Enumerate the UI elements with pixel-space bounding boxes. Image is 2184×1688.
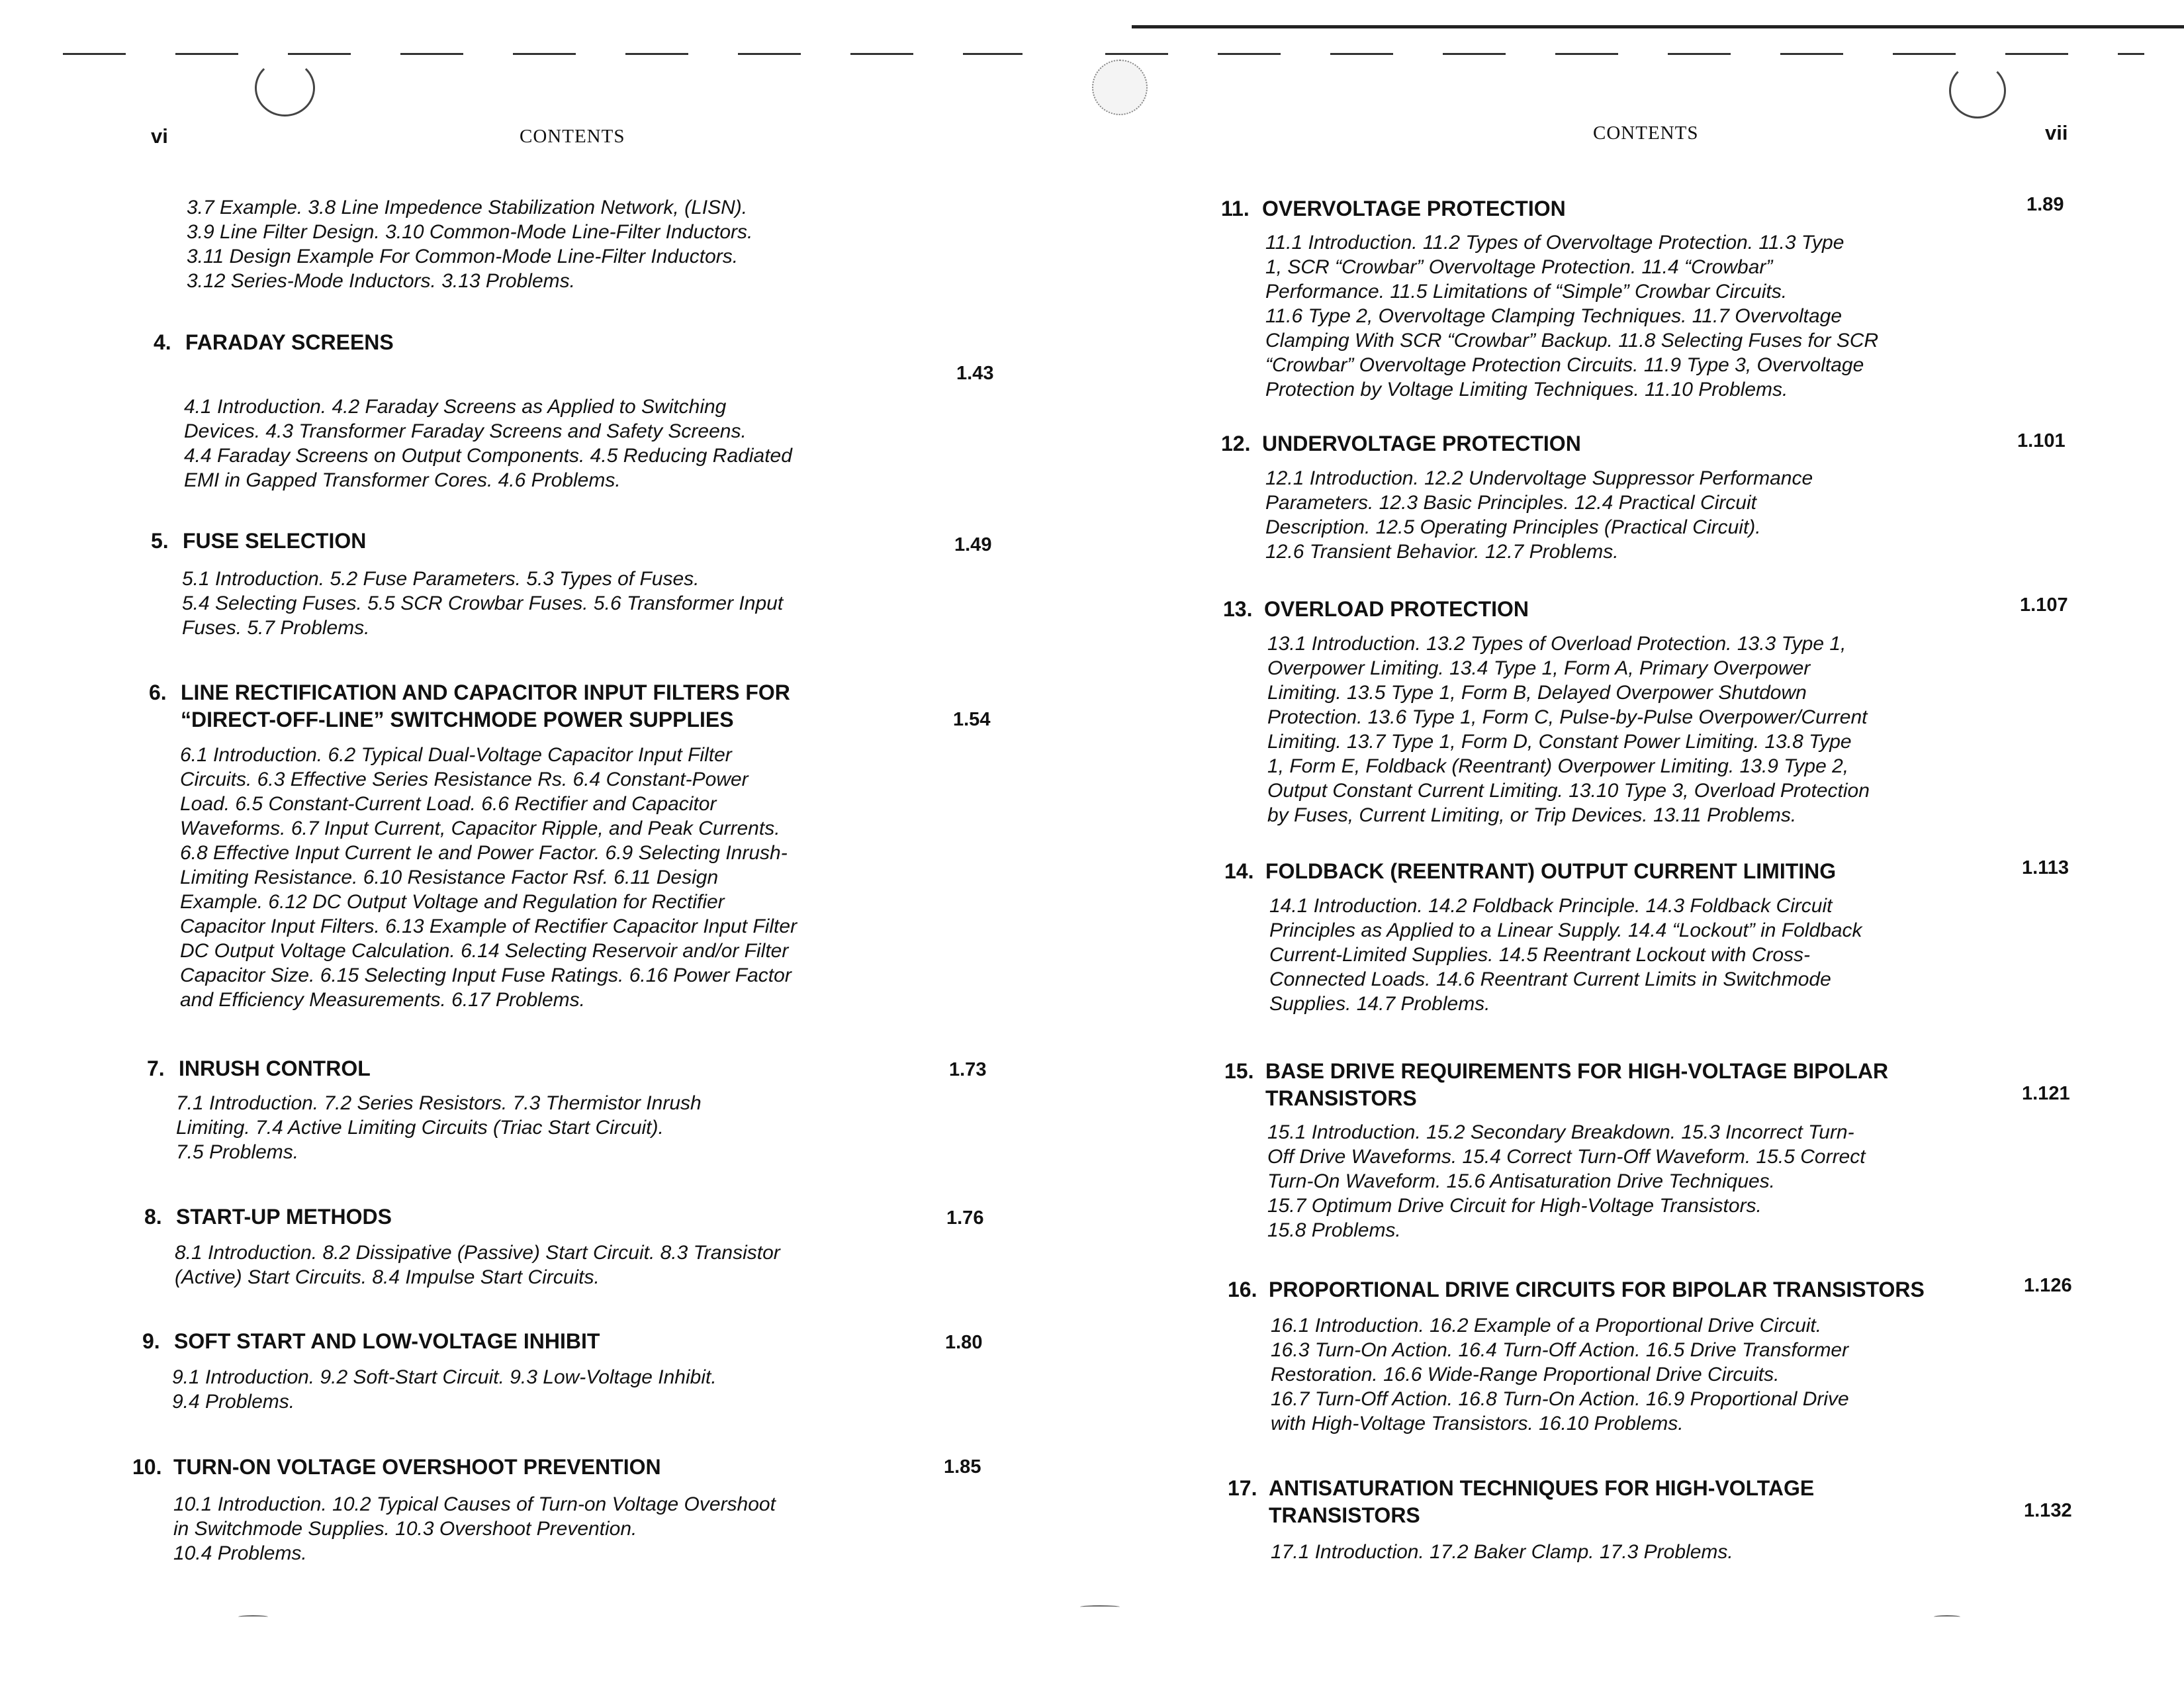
chapter-title: FUSE SELECTION bbox=[183, 529, 367, 553]
chapter-page: 1.80 bbox=[945, 1332, 983, 1353]
scan-smudge bbox=[1080, 1605, 1120, 1609]
chapter-title: START-UP METHODS bbox=[176, 1205, 392, 1229]
chapter-title: OVERLOAD PROTECTION bbox=[1264, 597, 1529, 621]
continuation-text: 3.7 Example. 3.8 Line Impedence Stabilization Network, (LISN). 3.9 Line Filter Design. 3.10 Common-Mode Line-Filter Inductors. 3.11 Design Example For Common-Mode Line-Filter Inductors. 3.12 Series-Mode Inductors. 3.13 Problems. bbox=[187, 197, 753, 292]
binder-hole-mark bbox=[1949, 63, 2006, 118]
chapter-description: 10.1 Introduction. 10.2 Typical Causes of Turn-on Voltage Overshoot in Switchmode Supplies. 10.3 Overshoot Prevention. 10.4 Problems. bbox=[173, 1493, 776, 1564]
chapter-number: 14. bbox=[1224, 859, 1254, 883]
chapter-number: 16. bbox=[1228, 1278, 1257, 1301]
chapter-title: OVERVOLTAGE PROTECTION bbox=[1262, 197, 1566, 220]
chapter-title: LINE RECTIFICATION AND CAPACITOR INPUT FILTERS FOR “DIRECT-OFF-LINE” SWITCHMODE POWER SUPPLIES bbox=[181, 680, 790, 731]
chapter-number: 6. bbox=[149, 680, 167, 704]
chapter-description: 17.1 Introduction. 17.2 Baker Clamp. 17.3 Problems. bbox=[1271, 1541, 1733, 1563]
chapter-title: PROPORTIONAL DRIVE CIRCUITS FOR BIPOLAR TRANSISTORS bbox=[1269, 1278, 1925, 1301]
chapter-title: FOLDBACK (REENTRANT) OUTPUT CURRENT LIMITING bbox=[1265, 859, 1837, 883]
chapter-title: INRUSH CONTROL bbox=[179, 1056, 371, 1080]
chapter-page: 1.132 bbox=[2024, 1500, 2072, 1521]
scan-smudge bbox=[1934, 1615, 1960, 1618]
chapter-title: UNDERVOLTAGE PROTECTION bbox=[1262, 432, 1581, 455]
right-page bbox=[1092, 0, 2184, 1688]
chapter-description: 6.1 Introduction. 6.2 Typical Dual-Voltage Capacitor Input Filter Circuits. 6.3 Effective Series Resistance Rs. 6.4 Constant-Power Load. 6.5 Constant-Current Load. 6.6 Rectifier and Capacitor Waveforms. 6.7 Input Current, Capacitor Ripple, and Peak Currents. 6.8 Effective Input Current Ie and Power Factor. 6.9 Selecting Inrush- Limiting Resistance. 6.10 Resistance Factor Rsf. 6.11 Design Example. 6.12 DC Output Voltage and Regulation for Rectifier Capacitor Input Filters. 6.13 Example of Rectifier Capacitor Input Filter DC Output Voltage Calculation. 6.14 Selecting Reservoir and/or Filter Capacitor Size. 6.15 Selecting Input Fuse Ratings. 6.16 Power Factor and Efficiency Measurements. 6.17 Problems. bbox=[180, 744, 797, 1011]
top-dashed-rule bbox=[63, 53, 1023, 55]
chapter-title: BASE DRIVE REQUIREMENTS FOR HIGH-VOLTAGE BIPOLAR TRANSISTORS bbox=[1265, 1059, 1889, 1110]
chapter-number: 10. bbox=[132, 1455, 162, 1479]
page-number: vi bbox=[151, 124, 168, 148]
chapter-description: 12.1 Introduction. 12.2 Undervoltage Suppressor Performance Parameters. 12.3 Basic Principles. 12.4 Practical Circuit Description. 12.5 Operating Principles (Practical Circuit). 12.6 Transient Behavior. 12.7 Problems. bbox=[1265, 467, 1813, 563]
chapter-page: 1.107 bbox=[2020, 594, 2068, 616]
chapter-page: 1.73 bbox=[949, 1059, 987, 1080]
chapter-page: 1.85 bbox=[944, 1456, 981, 1477]
chapter-title: FARADAY SCREENS bbox=[185, 330, 394, 354]
chapter-description: 13.1 Introduction. 13.2 Types of Overload Protection. 13.3 Type 1, Overpower Limiting. 13.4 Type 1, Form A, Primary Overpower Limiting. 13.5 Type 1, Form B, Delayed Overpower Shutdown Protection. 13.6 Type 1, Form C, Pulse-by-Pulse Overpower/Current Limiting. 13.7 Type 1, Form D, Constant Power Limiting. 13.8 Type 1, Form E, Foldback (Reentrant) Overpower Limiting. 13.9 Type 2, Output Constant Current Limiting. 13.10 Type 3, Overload Protection by Fuses, Current Limiting, or Trip Devices. 13.11 Problems. bbox=[1267, 633, 1870, 826]
chapter-description: 15.1 Introduction. 15.2 Secondary Breakdown. 15.3 Incorrect Turn- Off Drive Waveforms. 15.4 Correct Turn-Off Waveform. 15.5 Correct Turn-On Waveform. 15.6 Antisaturation Drive Techniques. 15.7 Optimum Drive Circuit for High-Voltage Transistors. 15.8 Problems. bbox=[1267, 1121, 1866, 1241]
chapter-number: 8. bbox=[144, 1205, 162, 1229]
scan-smudge bbox=[238, 1615, 268, 1618]
chapter-page: 1.113 bbox=[2022, 857, 2069, 878]
chapter-number: 17. bbox=[1228, 1476, 1257, 1500]
chapter-page: 1.43 bbox=[956, 363, 994, 384]
chapter-number: 15. bbox=[1224, 1059, 1254, 1083]
running-head: CONTENTS bbox=[520, 126, 625, 147]
chapter-page: 1.49 bbox=[954, 534, 992, 555]
chapter-description: 4.1 Introduction. 4.2 Faraday Screens as Applied to Switching Devices. 4.3 Transformer Faraday Screens and Safety Screens. 4.4 Faraday Screens on Output Components. 4.5 Reducing Radiated EMI in Gapped Transformer Cores. 4.6 Problems. bbox=[184, 396, 792, 491]
chapter-page: 1.101 bbox=[2017, 430, 2066, 451]
chapter-description: 7.1 Introduction. 7.2 Series Resistors. 7.3 Thermistor Inrush Limiting. 7.4 Active Limiting Circuits (Triac Start Circuit). 7.5 Problems. bbox=[176, 1092, 702, 1163]
chapter-page: 1.54 bbox=[953, 709, 991, 730]
chapter-number: 4. bbox=[154, 330, 171, 354]
chapter-number: 9. bbox=[142, 1329, 160, 1353]
chapter-title: ANTISATURATION TECHNIQUES FOR HIGH-VOLTAGE TRANSISTORS bbox=[1269, 1476, 1815, 1527]
running-head: CONTENTS bbox=[1593, 122, 1699, 144]
chapter-number: 5. bbox=[151, 529, 169, 553]
chapter-page: 1.89 bbox=[2026, 194, 2064, 215]
top-dashed-rule bbox=[1105, 53, 2144, 55]
chapter-number: 13. bbox=[1223, 597, 1253, 621]
chapter-number: 7. bbox=[147, 1056, 165, 1080]
chapter-page: 1.121 bbox=[2022, 1083, 2070, 1104]
binder-hole-mark bbox=[255, 60, 315, 117]
chapter-description: 11.1 Introduction. 11.2 Types of Overvoltage Protection. 11.3 Type 1, SCR “Crowbar” Overvoltage Protection. 11.4 “Crowbar” Performance. 11.5 Limitations of “Simple” Crowbar Circuits. 11.6 Type 2, Overvoltage Clamping Techniques. 11.7 Overvoltage Clamping With SCR “Crowbar” Backup. 11.8 Selecting Fuses for SCR “Crowbar” Overvoltage Protection Circuits. 11.9 Type 3, Overvoltage Protection by Voltage Limiting Techniques. 11.10 Problems. bbox=[1265, 232, 1879, 400]
chapter-title: TURN-ON VOLTAGE OVERSHOOT PREVENTION bbox=[173, 1455, 661, 1479]
chapter-title: SOFT START AND LOW-VOLTAGE INHIBIT bbox=[174, 1329, 600, 1353]
chapter-page: 1.76 bbox=[946, 1207, 984, 1229]
chapter-number: 12. bbox=[1221, 432, 1251, 455]
page-number: vii bbox=[2045, 121, 2068, 144]
chapter-description: 16.1 Introduction. 16.2 Example of a Proportional Drive Circuit. 16.3 Turn-On Action. 16.4 Turn-Off Action. 16.5 Drive Transformer Restoration. 16.6 Wide-Range Proportional Drive Circuits. 16.7 Turn-Off Action. 16.8 Turn-On Action. 16.9 Proportional Drive with High-Voltage Transistors. 16.10 Problems. bbox=[1271, 1315, 1849, 1434]
top-scan-bar bbox=[1132, 25, 2184, 28]
chapter-page: 1.126 bbox=[2024, 1275, 2072, 1296]
chapter-description: 8.1 Introduction. 8.2 Dissipative (Passive) Start Circuit. 8.3 Transistor (Active) Start Circuits. 8.4 Impulse Start Circuits. bbox=[175, 1242, 780, 1288]
chapter-number: 11. bbox=[1221, 197, 1250, 220]
chapter-description: 5.1 Introduction. 5.2 Fuse Parameters. 5.3 Types of Fuses. 5.4 Selecting Fuses. 5.5 SCR Crowbar Fuses. 5.6 Transformer Input Fuses. 5.7 Problems. bbox=[182, 568, 784, 639]
binder-hole-mark bbox=[1092, 60, 1148, 115]
chapter-description: 9.1 Introduction. 9.2 Soft-Start Circuit. 9.3 Low-Voltage Inhibit. 9.4 Problems. bbox=[172, 1366, 717, 1413]
chapter-description: 14.1 Introduction. 14.2 Foldback Principle. 14.3 Foldback Circuit Principles as Applied to a Linear Supply. 14.4 “Lockout” in Foldback Current-Limited Supplies. 14.5 Reentrant Lockout with Cross- Connected Loads. 14.6 Reentrant Current Limits in Switchmode Supplies. 14.7 Problems. bbox=[1269, 895, 1862, 1015]
